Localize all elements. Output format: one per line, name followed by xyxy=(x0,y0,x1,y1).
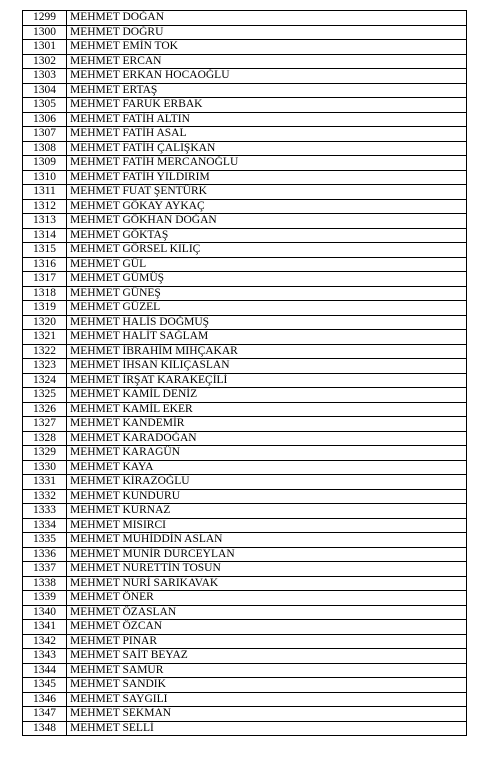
row-number-cell: 1299 xyxy=(23,11,67,26)
person-name-cell: MEHMET KURNAZ xyxy=(67,504,467,519)
person-name-cell: MEHMET ERTAŞ xyxy=(67,83,467,98)
table-row xyxy=(23,228,467,243)
table-row xyxy=(23,301,467,316)
row-number-cell: 1308 xyxy=(23,141,67,156)
table-row xyxy=(23,518,467,533)
row-number-cell: 1341 xyxy=(23,620,67,635)
row-number-cell: 1326 xyxy=(23,402,67,417)
table-row xyxy=(23,257,467,272)
person-name-cell: MEHMET GÜMÜŞ xyxy=(67,272,467,287)
row-number-cell: 1348 xyxy=(23,721,67,736)
person-name-cell: MEHMET NURİ SARIKAVAK xyxy=(67,576,467,591)
table-row xyxy=(23,243,467,258)
person-name-cell: MEHMET ÖNER xyxy=(67,591,467,606)
row-number-cell: 1342 xyxy=(23,634,67,649)
row-number-cell: 1311 xyxy=(23,185,67,200)
person-name-cell: MEHMET DOĞRU xyxy=(67,25,467,40)
person-name-cell: MEHMET DOĞAN xyxy=(67,11,467,26)
person-name-cell: MEHMET GÜZEL xyxy=(67,301,467,316)
person-name-cell: MEHMET FATİH ASAL xyxy=(67,127,467,142)
row-number-cell: 1338 xyxy=(23,576,67,591)
row-number-cell: 1345 xyxy=(23,678,67,693)
person-name-cell: MEHMET FATİH YILDIRIM xyxy=(67,170,467,185)
person-name-cell: MEHMET MUHİDDİN ASLAN xyxy=(67,533,467,548)
table-row xyxy=(23,562,467,577)
table-row xyxy=(23,272,467,287)
row-number-cell: 1331 xyxy=(23,475,67,490)
table-row xyxy=(23,185,467,200)
row-number-cell: 1320 xyxy=(23,315,67,330)
person-name-cell: MEHMET KARADOĞAN xyxy=(67,431,467,446)
row-number-cell: 1301 xyxy=(23,40,67,55)
row-number-cell: 1304 xyxy=(23,83,67,98)
table-row xyxy=(23,475,467,490)
row-number-cell: 1306 xyxy=(23,112,67,127)
table-row xyxy=(23,11,467,26)
row-number-cell: 1327 xyxy=(23,417,67,432)
person-name-cell: MEHMET SAİT BEYAZ xyxy=(67,649,467,664)
table-row xyxy=(23,69,467,84)
person-name-cell: MEHMET KUNDURU xyxy=(67,489,467,504)
table-row xyxy=(23,54,467,69)
row-number-cell: 1343 xyxy=(23,649,67,664)
table-row xyxy=(23,707,467,722)
table-row xyxy=(23,591,467,606)
table-row xyxy=(23,431,467,446)
table-row xyxy=(23,330,467,345)
row-number-cell: 1312 xyxy=(23,199,67,214)
person-name-cell: MEHMET SEKMAN xyxy=(67,707,467,722)
table-row xyxy=(23,315,467,330)
table-row xyxy=(23,489,467,504)
person-name-cell: MEHMET ERCAN xyxy=(67,54,467,69)
row-number-cell: 1314 xyxy=(23,228,67,243)
row-number-cell: 1319 xyxy=(23,301,67,316)
row-number-cell: 1309 xyxy=(23,156,67,171)
person-name-cell: MEHMET PINAR xyxy=(67,634,467,649)
person-name-cell: MEHMET KANDEMİR xyxy=(67,417,467,432)
table-row xyxy=(23,170,467,185)
table-row xyxy=(23,83,467,98)
person-name-cell: MEHMET KARAGÜN xyxy=(67,446,467,461)
person-name-cell: MEHMET MUNİR DURCEYLAN xyxy=(67,547,467,562)
row-number-cell: 1340 xyxy=(23,605,67,620)
row-number-cell: 1323 xyxy=(23,359,67,374)
person-name-cell: MEHMET ERKAN HOCAOĞLU xyxy=(67,69,467,84)
row-number-cell: 1339 xyxy=(23,591,67,606)
table-row xyxy=(23,533,467,548)
table-row xyxy=(23,40,467,55)
table-row xyxy=(23,721,467,736)
table-row xyxy=(23,446,467,461)
person-name-cell: MEHMET İRŞAT KARAKEÇİLİ xyxy=(67,373,467,388)
person-name-cell: MEHMET FATİH ALTIN xyxy=(67,112,467,127)
row-number-cell: 1313 xyxy=(23,214,67,229)
table-row xyxy=(23,344,467,359)
row-number-cell: 1300 xyxy=(23,25,67,40)
table-row xyxy=(23,214,467,229)
table-body xyxy=(23,11,467,736)
row-number-cell: 1333 xyxy=(23,504,67,519)
table-row xyxy=(23,156,467,171)
name-list-table xyxy=(22,10,467,736)
table-row xyxy=(23,692,467,707)
row-number-cell: 1337 xyxy=(23,562,67,577)
row-number-cell: 1310 xyxy=(23,170,67,185)
table-row xyxy=(23,460,467,475)
table-row xyxy=(23,286,467,301)
table-row xyxy=(23,98,467,113)
table-row xyxy=(23,620,467,635)
person-name-cell: MEHMET SAMUR xyxy=(67,663,467,678)
row-number-cell: 1332 xyxy=(23,489,67,504)
person-name-cell: MEHMET GÖKTAŞ xyxy=(67,228,467,243)
table-row xyxy=(23,504,467,519)
row-number-cell: 1324 xyxy=(23,373,67,388)
table-row xyxy=(23,678,467,693)
person-name-cell: MEHMET İBRAHİM MIHÇAKAR xyxy=(67,344,467,359)
person-name-cell: MEHMET KİRAZOĞLU xyxy=(67,475,467,490)
person-name-cell: MEHMET İHSAN KILIÇASLAN xyxy=(67,359,467,374)
table-row xyxy=(23,388,467,403)
row-number-cell: 1335 xyxy=(23,533,67,548)
table-row xyxy=(23,373,467,388)
row-number-cell: 1347 xyxy=(23,707,67,722)
person-name-cell: MEHMET HALİT SAĞLAM xyxy=(67,330,467,345)
row-number-cell: 1303 xyxy=(23,69,67,84)
table-row xyxy=(23,634,467,649)
person-name-cell: MEHMET SELLİ xyxy=(67,721,467,736)
row-number-cell: 1328 xyxy=(23,431,67,446)
person-name-cell: MEHMET NURETTİN TOSUN xyxy=(67,562,467,577)
person-name-cell: MEHMET KAYA xyxy=(67,460,467,475)
person-name-cell: MEHMET EMİN TOK xyxy=(67,40,467,55)
table-row xyxy=(23,112,467,127)
person-name-cell: MEHMET GÖRSEL KILIÇ xyxy=(67,243,467,258)
row-number-cell: 1322 xyxy=(23,344,67,359)
person-name-cell: MEHMET ÖZCAN xyxy=(67,620,467,635)
person-name-cell: MEHMET SANDIK xyxy=(67,678,467,693)
row-number-cell: 1302 xyxy=(23,54,67,69)
person-name-cell: MEHMET MISIRCI xyxy=(67,518,467,533)
table-row xyxy=(23,663,467,678)
person-name-cell: MEHMET FATİH MERCANOĞLU xyxy=(67,156,467,171)
person-name-cell: MEHMET HALİS DOĞMUŞ xyxy=(67,315,467,330)
table-row xyxy=(23,141,467,156)
row-number-cell: 1305 xyxy=(23,98,67,113)
row-number-cell: 1336 xyxy=(23,547,67,562)
table-row xyxy=(23,127,467,142)
person-name-cell: MEHMET FARUK ERBAK xyxy=(67,98,467,113)
row-number-cell: 1325 xyxy=(23,388,67,403)
person-name-cell: MEHMET KAMİL EKER xyxy=(67,402,467,417)
row-number-cell: 1334 xyxy=(23,518,67,533)
person-name-cell: MEHMET ÖZASLAN xyxy=(67,605,467,620)
table-row xyxy=(23,402,467,417)
table-row xyxy=(23,649,467,664)
table-row xyxy=(23,605,467,620)
person-name-cell: MEHMET GÖKHAN DOĞAN xyxy=(67,214,467,229)
row-number-cell: 1318 xyxy=(23,286,67,301)
table-row xyxy=(23,359,467,374)
person-name-cell: MEHMET FATİH ÇALIŞKAN xyxy=(67,141,467,156)
table-row xyxy=(23,417,467,432)
row-number-cell: 1317 xyxy=(23,272,67,287)
table-row xyxy=(23,25,467,40)
table-row xyxy=(23,199,467,214)
person-name-cell: MEHMET FUAT ŞENTÜRK xyxy=(67,185,467,200)
person-name-cell: MEHMET KAMİL DENİZ xyxy=(67,388,467,403)
person-name-cell: MEHMET SAYGILI xyxy=(67,692,467,707)
person-name-cell: MEHMET GÜL xyxy=(67,257,467,272)
row-number-cell: 1321 xyxy=(23,330,67,345)
table-row xyxy=(23,547,467,562)
row-number-cell: 1329 xyxy=(23,446,67,461)
row-number-cell: 1346 xyxy=(23,692,67,707)
row-number-cell: 1344 xyxy=(23,663,67,678)
person-name-cell: MEHMET GÜNEŞ xyxy=(67,286,467,301)
row-number-cell: 1330 xyxy=(23,460,67,475)
table-row xyxy=(23,576,467,591)
row-number-cell: 1316 xyxy=(23,257,67,272)
row-number-cell: 1307 xyxy=(23,127,67,142)
row-number-cell: 1315 xyxy=(23,243,67,258)
person-name-cell: MEHMET GÖKAY AYKAÇ xyxy=(67,199,467,214)
